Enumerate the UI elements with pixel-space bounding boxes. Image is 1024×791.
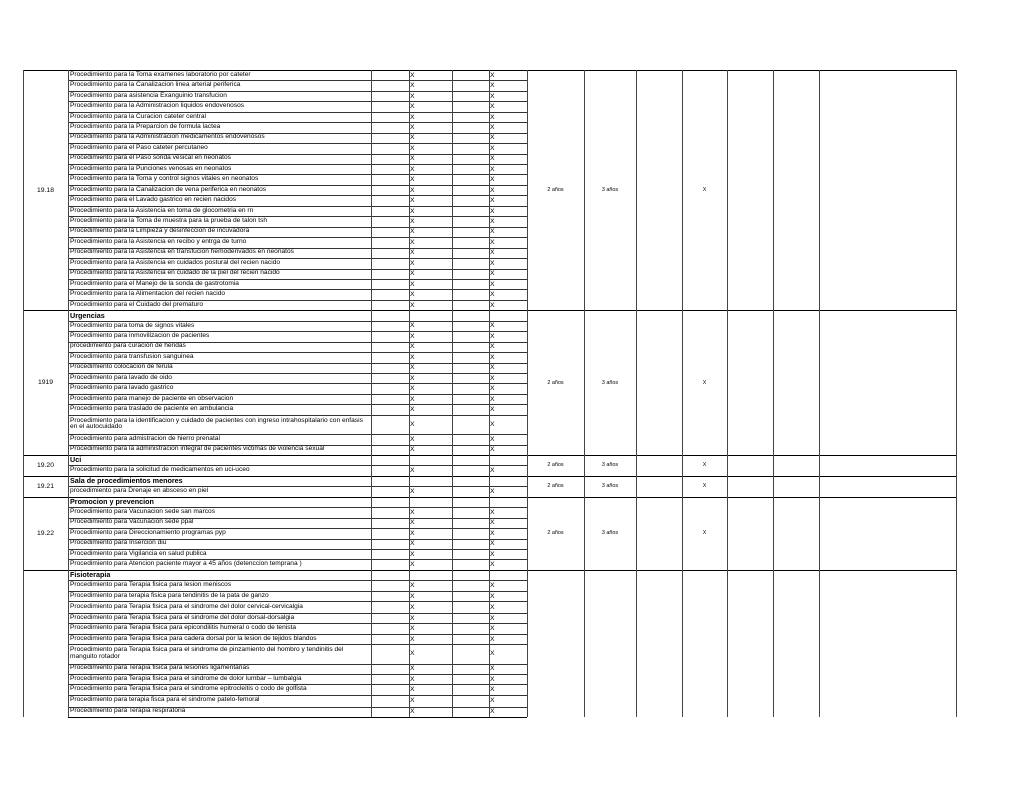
series-code: 1919 bbox=[37, 379, 54, 387]
check-mark: X bbox=[410, 165, 415, 173]
row-rule bbox=[68, 549, 527, 550]
check-mark: X bbox=[410, 238, 415, 246]
row-rule bbox=[68, 143, 527, 144]
check-mark: X bbox=[490, 625, 495, 633]
column-rule bbox=[584, 70, 585, 717]
check-mark: X bbox=[410, 103, 415, 111]
procedure-name: Procedimiento para la Asistencia en transfucion hemoderivados en neonatos bbox=[70, 248, 294, 256]
check-mark: X bbox=[490, 435, 495, 443]
row-rule bbox=[68, 684, 527, 685]
procedure-name: Procedimiento para Terapia fisica para el sindrome de pinzamiento del hombro y tendinitis del manguito rotador bbox=[70, 645, 344, 660]
row-rule bbox=[68, 415, 527, 416]
procedure-name: Procedimiento para la Administracion medicamentos endovenosos bbox=[70, 133, 265, 141]
check-mark: X bbox=[410, 322, 415, 330]
procedure-name: Procedimiento para asistencia Exanguinio transfucion bbox=[70, 91, 227, 99]
check-mark: X bbox=[490, 155, 495, 163]
row-rule bbox=[68, 445, 527, 446]
check-mark: X bbox=[410, 374, 415, 382]
check-mark: X bbox=[410, 435, 415, 443]
section-heading: Urgencias bbox=[70, 310, 105, 320]
check-mark: X bbox=[410, 540, 415, 548]
procedure-name: Procedimiento colocacion de ferula bbox=[70, 363, 173, 371]
check-mark: X bbox=[410, 488, 415, 496]
procedure-name: Procedimiento para la Limpieza y desinfeccion de incuvadora bbox=[70, 227, 250, 235]
retention-central bbox=[584, 570, 636, 717]
procedure-name: Procedimiento para lavado gastrico bbox=[70, 384, 174, 392]
check-mark: X bbox=[410, 92, 415, 100]
check-mark: X bbox=[490, 353, 495, 361]
procedure-name: Procedimiento para Vigilancia en salud publica bbox=[70, 549, 207, 557]
column-rule bbox=[371, 70, 372, 717]
column-rule bbox=[452, 70, 453, 717]
disposition-mark: X bbox=[702, 462, 707, 469]
check-mark: X bbox=[490, 614, 495, 622]
check-mark: X bbox=[410, 270, 415, 278]
row-rule bbox=[68, 352, 527, 353]
check-mark: X bbox=[490, 446, 495, 454]
check-mark: X bbox=[490, 249, 495, 257]
check-mark: X bbox=[490, 144, 495, 152]
check-mark: X bbox=[490, 561, 495, 569]
row-rule bbox=[68, 154, 527, 155]
row-rule bbox=[68, 580, 527, 581]
row-rule bbox=[68, 300, 527, 301]
section-heading: Sala de procedimientos menores bbox=[70, 476, 183, 486]
row-rule bbox=[68, 133, 527, 134]
check-mark: X bbox=[490, 395, 495, 403]
retention-archive: 2 años bbox=[547, 187, 564, 194]
procedure-name: Procedimiento para Terapia fisica para el sindrome del dolor dorsal-dorsalgia bbox=[70, 613, 295, 621]
check-mark: X bbox=[410, 665, 415, 673]
row-rule bbox=[68, 644, 527, 645]
check-mark: X bbox=[490, 82, 495, 90]
procedure-name: Procedimiento para la Administracion liquidos endovenosos bbox=[70, 102, 245, 110]
check-mark: X bbox=[410, 529, 415, 537]
row-rule bbox=[68, 258, 527, 259]
check-mark: X bbox=[490, 176, 495, 184]
check-mark: X bbox=[410, 353, 415, 361]
check-mark: X bbox=[490, 207, 495, 215]
column-rule bbox=[489, 70, 490, 717]
procedure-name: Procedimiento para terapia fisca para el sindrome patelo-femoral bbox=[70, 696, 260, 704]
check-mark: X bbox=[490, 708, 495, 716]
procedure-name: Procedimiento para Terapia fisica para lesiones ligamentarias bbox=[70, 664, 250, 672]
row-rule bbox=[68, 674, 527, 675]
procedure-name: procedimiento para Drenaje en absceso en piel bbox=[70, 487, 209, 495]
check-mark: X bbox=[490, 385, 495, 393]
disposition-mark bbox=[682, 570, 727, 717]
check-mark: X bbox=[410, 123, 415, 131]
row-rule bbox=[68, 363, 527, 364]
series-code bbox=[23, 570, 68, 717]
section-heading: Fisioterapia bbox=[70, 570, 111, 580]
check-mark: X bbox=[410, 592, 415, 600]
check-mark: X bbox=[490, 165, 495, 173]
series-code: 19.18 bbox=[36, 186, 54, 194]
procedure-name: Procedimiento para admistracion de hierro prenatal bbox=[70, 434, 220, 442]
row-rule bbox=[68, 248, 527, 249]
check-mark: X bbox=[490, 364, 495, 372]
row-rule bbox=[68, 404, 527, 405]
check-mark: X bbox=[490, 420, 495, 428]
procedure-name: Procedimiento para la Asistencia en toma de glocometria en rn bbox=[70, 206, 254, 214]
row-rule bbox=[68, 216, 527, 217]
procedure-name: Procedimiento para la Asistencia en recibo y entrga de turno bbox=[70, 237, 247, 245]
check-mark: X bbox=[490, 259, 495, 267]
series-code: 19.20 bbox=[36, 461, 54, 469]
check-mark: X bbox=[490, 71, 495, 79]
row-rule bbox=[68, 289, 527, 290]
check-mark: X bbox=[410, 176, 415, 184]
check-mark: X bbox=[490, 197, 495, 205]
procedure-name: Procedimiento para Vacunacion sede ppal bbox=[70, 518, 194, 526]
column-rule bbox=[409, 70, 410, 717]
row-rule bbox=[68, 112, 527, 113]
check-mark: X bbox=[410, 550, 415, 558]
row-rule bbox=[68, 507, 527, 508]
row-rule bbox=[68, 383, 527, 384]
check-mark: X bbox=[490, 697, 495, 705]
check-mark: X bbox=[410, 686, 415, 694]
procedure-name: Procedimiento para la administracion integral de pacientes victimas de violencia sexual bbox=[70, 445, 325, 453]
procedure-name: Procedimiento para el Lavado gastrico en recien nacidos bbox=[70, 196, 237, 204]
check-mark: X bbox=[410, 467, 415, 475]
check-mark: X bbox=[490, 550, 495, 558]
check-mark: X bbox=[410, 508, 415, 516]
series-code: 19.22 bbox=[36, 529, 54, 537]
section-heading: Uci bbox=[70, 455, 82, 465]
check-mark: X bbox=[490, 186, 495, 194]
retention-archive: 2 años bbox=[547, 530, 564, 537]
check-mark: X bbox=[410, 144, 415, 152]
check-mark: X bbox=[410, 134, 415, 142]
check-mark: X bbox=[490, 635, 495, 643]
row-rule bbox=[68, 164, 527, 165]
procedure-name: Procedimiento para inmovilizacion de pacientes bbox=[70, 331, 210, 339]
procedure-name: Procedimiento para transfusion sanguinea bbox=[70, 352, 194, 360]
check-mark: X bbox=[490, 322, 495, 330]
check-mark: X bbox=[410, 625, 415, 633]
retention-archive: 2 años bbox=[547, 379, 564, 386]
procedure-name: Procedimiento para el Manejo de la sonda de gastrotomia bbox=[70, 279, 239, 287]
check-mark: X bbox=[410, 519, 415, 527]
row-rule bbox=[68, 185, 527, 186]
row-rule bbox=[68, 634, 527, 635]
procedure-name: Procedimiento para el Cuidado del prematuro bbox=[70, 300, 204, 308]
procedure-name: Procedimiento para la Asistencia en cuidados postural del recien nacido bbox=[70, 258, 281, 266]
procedure-name: Procedimiento para terapia fisica para tendinitis de la pata de ganzo bbox=[70, 591, 269, 599]
procedure-name: Procedimiento para la solicitud de medicamentos en uci-uceo bbox=[70, 466, 250, 474]
row-rule bbox=[68, 279, 527, 280]
row-rule bbox=[68, 591, 527, 592]
row-rule bbox=[68, 122, 527, 123]
procedure-name: procedimiento para curacion de heridas bbox=[70, 342, 186, 350]
check-mark: X bbox=[410, 364, 415, 372]
procedure-name: Procedimiento para traslado de paciente en ambulancia bbox=[70, 405, 234, 413]
row-rule bbox=[68, 717, 527, 718]
check-mark: X bbox=[410, 113, 415, 121]
check-mark: X bbox=[410, 291, 415, 299]
check-mark: X bbox=[490, 675, 495, 683]
column-rule bbox=[527, 70, 528, 717]
check-mark: X bbox=[490, 134, 495, 142]
row-rule bbox=[68, 91, 527, 92]
check-mark: X bbox=[490, 301, 495, 309]
row-rule bbox=[68, 518, 527, 519]
check-mark: X bbox=[490, 519, 495, 527]
check-mark: X bbox=[410, 420, 415, 428]
check-mark: X bbox=[490, 374, 495, 382]
disposition-mark: X bbox=[702, 483, 707, 490]
row-rule bbox=[68, 394, 527, 395]
disposition-mark: X bbox=[702, 379, 707, 386]
procedure-name: Procedimiento para la Toma y control signos vitales en neonatos bbox=[70, 175, 259, 183]
procedure-name: Procedimiento para la Toma de muestra para la prueba de talon tsh bbox=[70, 217, 268, 225]
check-mark: X bbox=[410, 301, 415, 309]
section-heading: Promocion y prevencion bbox=[70, 497, 154, 507]
check-mark: X bbox=[410, 385, 415, 393]
row-rule bbox=[68, 174, 527, 175]
check-mark: X bbox=[490, 217, 495, 225]
column-rule bbox=[636, 70, 637, 717]
procedure-name: Procedimiento para la Toma examenes laboratorio por cateter bbox=[70, 70, 251, 78]
column-rule bbox=[727, 70, 728, 717]
row-rule bbox=[68, 613, 527, 614]
procedure-name: Procedimiento para la identificacion y cuidado de pacientes con ingreso intrahospitalario con enfasis en el autocuidado bbox=[70, 416, 363, 431]
check-mark: X bbox=[490, 406, 495, 414]
check-mark: X bbox=[490, 592, 495, 600]
procedure-name: Procedimiento para Terapia fisica para el sindrome del dolor cervical-cervicalgia bbox=[70, 602, 303, 610]
row-rule bbox=[68, 695, 527, 696]
series-code: 19.21 bbox=[36, 482, 54, 490]
row-rule bbox=[68, 707, 527, 708]
check-mark: X bbox=[410, 228, 415, 236]
retention-central: 3 años bbox=[601, 530, 619, 537]
column-rule bbox=[956, 70, 957, 717]
check-mark: X bbox=[410, 155, 415, 163]
check-mark: X bbox=[490, 228, 495, 236]
check-mark: X bbox=[490, 686, 495, 694]
check-mark: X bbox=[490, 280, 495, 288]
procedure-name: Procedimiento para la Canalizacion linea arterial periferica bbox=[70, 81, 241, 89]
procedure-name: Procedimiento para la Preparcion de formula lactea bbox=[70, 122, 221, 130]
check-mark: X bbox=[410, 249, 415, 257]
check-mark: X bbox=[490, 529, 495, 537]
check-mark: X bbox=[410, 82, 415, 90]
retention-central: 3 años bbox=[601, 462, 619, 469]
row-rule bbox=[68, 101, 527, 102]
row-rule bbox=[68, 373, 527, 374]
check-mark: X bbox=[410, 197, 415, 205]
check-mark: X bbox=[490, 103, 495, 111]
row-rule bbox=[68, 539, 527, 540]
check-mark: X bbox=[490, 603, 495, 611]
column-rule bbox=[682, 70, 683, 717]
procedure-name: Procedimiento para manejo de paciente en observacion bbox=[70, 394, 234, 402]
check-mark: X bbox=[410, 708, 415, 716]
retention-archive bbox=[527, 570, 584, 717]
row-rule bbox=[68, 601, 527, 602]
procedure-name: Procedimiento para la Curacion cateter central bbox=[70, 112, 206, 120]
check-mark: X bbox=[490, 665, 495, 673]
check-mark: X bbox=[490, 650, 495, 658]
row-rule bbox=[68, 434, 527, 435]
column-rule bbox=[819, 70, 820, 717]
row-rule bbox=[68, 664, 527, 665]
check-mark: X bbox=[410, 614, 415, 622]
column-rule bbox=[773, 70, 774, 717]
retention-archive: 2 años bbox=[547, 483, 564, 490]
check-mark: X bbox=[410, 186, 415, 194]
disposition-mark: X bbox=[702, 187, 707, 194]
retention-central: 3 años bbox=[601, 483, 619, 490]
procedure-name: Procedimiento para Atencion paciente mayor a 45 años (detenccion temprana ) bbox=[70, 560, 302, 568]
procedure-name: Procedimiento para Insercion diu bbox=[70, 539, 167, 547]
row-rule bbox=[68, 269, 527, 270]
procedure-name: Procedimiento para la Canalizacion de vena periferica en neonatos bbox=[70, 185, 267, 193]
check-mark: X bbox=[490, 291, 495, 299]
procedure-name: Procedimiento para Terapia fisica para el sindrome epitrocleitis o codo de golfista bbox=[70, 685, 307, 693]
row-rule bbox=[68, 486, 527, 487]
procedure-name: Procedimiento para la Alimentacion del recien nacido bbox=[70, 290, 226, 298]
check-mark: X bbox=[490, 113, 495, 121]
check-mark: X bbox=[490, 238, 495, 246]
row-rule bbox=[68, 331, 527, 332]
procedure-name: Procedimiento para el Paso sonda vesical en neonatos bbox=[70, 154, 231, 162]
retention-central: 3 años bbox=[601, 379, 619, 386]
procedure-name: Procedimiento para Terapia fisica para cadera dorsal por la lesion de tejidos blandos bbox=[70, 634, 317, 642]
retention-central: 3 años bbox=[601, 187, 619, 194]
procedure-name: Procedimiento para la Punciones venosas en neonatos bbox=[70, 164, 232, 172]
check-mark: X bbox=[410, 561, 415, 569]
check-mark: X bbox=[410, 635, 415, 643]
check-mark: X bbox=[490, 270, 495, 278]
procedure-name: Procedimiento para toma de signos vitales bbox=[70, 321, 195, 329]
check-mark: X bbox=[490, 582, 495, 590]
column-rule bbox=[68, 70, 69, 717]
procedure-name: Procedimiento para el Paso cateter percutaneo bbox=[70, 143, 208, 151]
procedure-name: Procedimiento para Direccionamiento programas pyp bbox=[70, 528, 226, 536]
check-mark: X bbox=[490, 123, 495, 131]
row-rule bbox=[68, 465, 527, 466]
procedure-name: Procedimiento para Terapia fisica para el sindrome de dolor lumbar – lumbalgia bbox=[70, 674, 302, 682]
check-mark: X bbox=[410, 71, 415, 79]
check-mark: X bbox=[490, 488, 495, 496]
check-mark: X bbox=[410, 582, 415, 590]
check-mark: X bbox=[410, 446, 415, 454]
row-rule bbox=[68, 342, 527, 343]
check-mark: X bbox=[410, 332, 415, 340]
column-rule bbox=[23, 70, 24, 717]
check-mark: X bbox=[410, 207, 415, 215]
procedure-name: Procedimiento para Vacunacion sede san marcos bbox=[70, 507, 216, 515]
check-mark: X bbox=[410, 697, 415, 705]
row-rule bbox=[68, 559, 527, 560]
check-mark: X bbox=[410, 406, 415, 414]
check-mark: X bbox=[490, 467, 495, 475]
check-mark: X bbox=[490, 332, 495, 340]
procedure-name: Procedimiento para la Asistencia en cuidado de la piel del recien nacido bbox=[70, 269, 280, 277]
row-rule bbox=[68, 227, 527, 228]
row-rule bbox=[68, 623, 527, 624]
check-mark: X bbox=[410, 650, 415, 658]
row-rule bbox=[68, 195, 527, 196]
check-mark: X bbox=[490, 508, 495, 516]
retention-archive: 2 años bbox=[547, 462, 564, 469]
procedure-name: Procedimiento para lavado de oido bbox=[70, 373, 172, 381]
row-rule bbox=[68, 80, 527, 81]
procedure-name: Procedimiento para Terapia fisica para lesion meniscos bbox=[70, 581, 232, 589]
procedure-name: Procedimiento para Terapia fisica para epicondilitis humeral o codo de tenista bbox=[70, 624, 297, 632]
row-rule bbox=[68, 237, 527, 238]
row-rule bbox=[68, 528, 527, 529]
row-rule bbox=[68, 206, 527, 207]
row-rule bbox=[68, 321, 527, 322]
disposition-mark: X bbox=[702, 530, 707, 537]
check-mark: X bbox=[410, 259, 415, 267]
check-mark: X bbox=[410, 395, 415, 403]
check-mark: X bbox=[490, 343, 495, 351]
check-mark: X bbox=[410, 217, 415, 225]
check-mark: X bbox=[410, 675, 415, 683]
procedure-name: Procedimiento para Terapia respiratoria bbox=[70, 707, 186, 715]
check-mark: X bbox=[490, 92, 495, 100]
check-mark: X bbox=[410, 343, 415, 351]
check-mark: X bbox=[490, 540, 495, 548]
check-mark: X bbox=[410, 280, 415, 288]
check-mark: X bbox=[410, 603, 415, 611]
